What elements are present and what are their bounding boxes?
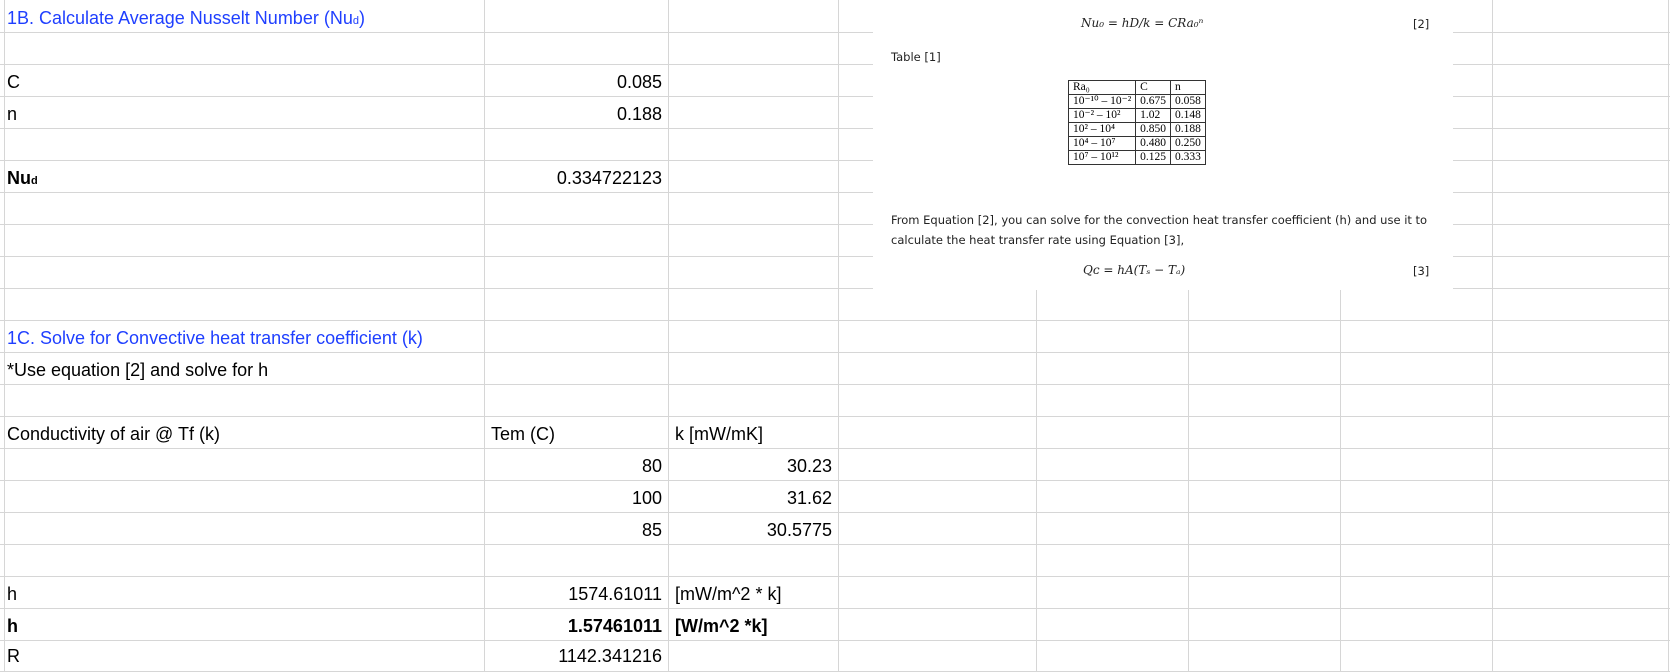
cell-h1-label[interactable]: h [7, 584, 18, 604]
table-row [1069, 151, 1206, 165]
table-cell: 0.250 [1171, 137, 1206, 151]
cell-k-1[interactable]: 30.23 [786, 456, 832, 476]
cell-r-label[interactable]: R [7, 646, 20, 666]
table-header-c: C [1136, 81, 1171, 95]
cell-temp-3[interactable]: 85 [641, 520, 662, 540]
table-cell: 0.675 [1136, 95, 1171, 109]
table-cell: 0.058 [1171, 95, 1206, 109]
cell-h2-label[interactable]: h [7, 616, 18, 636]
section-1b-title[interactable]: 1B. Calculate Average Nusselt Number (Nud) [7, 8, 365, 28]
cell-h2-value[interactable]: 1.57461011 [567, 616, 662, 636]
cell-conductivity-label[interactable]: Conductivity of air @ Tf (k) [7, 424, 220, 444]
cell-c-label[interactable]: C [7, 72, 20, 92]
equation-2-number: [2] [1413, 17, 1430, 31]
cell-temp-header[interactable]: Tem (C) [491, 424, 555, 444]
table-cell: 10⁴ – 10⁷ [1069, 137, 1136, 151]
cell-temp-2[interactable]: 100 [631, 488, 662, 508]
table-row [1069, 109, 1206, 123]
section-1c-title[interactable]: 1C. Solve for Convective heat transfer coefficient (k) [7, 328, 423, 348]
equation-3-number: [3] [1413, 264, 1430, 278]
table-caption: Table [1] [891, 50, 941, 64]
cell-h2-unit[interactable]: [W/m^2 *k] [675, 616, 768, 636]
equation-3: Qᴄ = hA(Tₛ − Tₐ) [1083, 263, 1186, 277]
equation-2: Nu₀ = hD/k = CRa₀ⁿ [1081, 16, 1204, 30]
cell-h1-unit[interactable]: [mW/m^2 * k] [675, 584, 782, 604]
cell-temp-1[interactable]: 80 [641, 456, 662, 476]
paragraph-line-2: calculate the heat transfer rate using Equation [3], [891, 233, 1185, 247]
cell-nud-value[interactable]: 0.334722123 [556, 168, 662, 188]
ra-coefficient-table [1068, 80, 1206, 165]
cell-n-label[interactable]: n [7, 104, 18, 124]
cell-nud-label[interactable]: Nud [7, 168, 38, 188]
cell-h1-value[interactable]: 1574.61011 [568, 584, 662, 604]
table-cell: 1.02 [1136, 109, 1171, 123]
table-row [1069, 95, 1206, 109]
table-cell: 0.333 [1171, 151, 1206, 165]
cell-n-value[interactable]: 0.188 [616, 104, 662, 124]
cell-note[interactable]: *Use equation [2] and solve for h [7, 360, 269, 380]
table-row [1069, 137, 1206, 151]
paragraph-line-1: From Equation [2], you can solve for the convection heat transfer coefficient (h) and use it to [891, 213, 1428, 227]
table-cell: 10² – 10⁴ [1069, 123, 1136, 137]
cell-k-header[interactable]: k [mW/mK] [675, 424, 763, 444]
table-cell: 0.148 [1171, 109, 1206, 123]
table-cell: 0.188 [1171, 123, 1206, 137]
table-header-ra: Ra₀ [1069, 81, 1136, 95]
cell-r-value[interactable]: 1142.341216 [558, 646, 662, 666]
table-cell: 10⁻¹⁰ – 10⁻² [1069, 95, 1136, 109]
table-cell: 0.480 [1136, 137, 1171, 151]
cell-k-2[interactable]: 31.62 [786, 488, 832, 508]
table-cell: 10⁻² – 10² [1069, 109, 1136, 123]
table-cell: 0.125 [1136, 151, 1171, 165]
cell-c-value[interactable]: 0.085 [616, 72, 662, 92]
table-row [1069, 123, 1206, 137]
table-header-n: n [1171, 81, 1206, 95]
cell-k-3[interactable]: 30.5775 [766, 520, 832, 540]
table-cell: 10⁷ – 10¹² [1069, 151, 1136, 165]
embedded-equation-image[interactable] [873, 0, 1453, 290]
table-cell: 0.850 [1136, 123, 1171, 137]
